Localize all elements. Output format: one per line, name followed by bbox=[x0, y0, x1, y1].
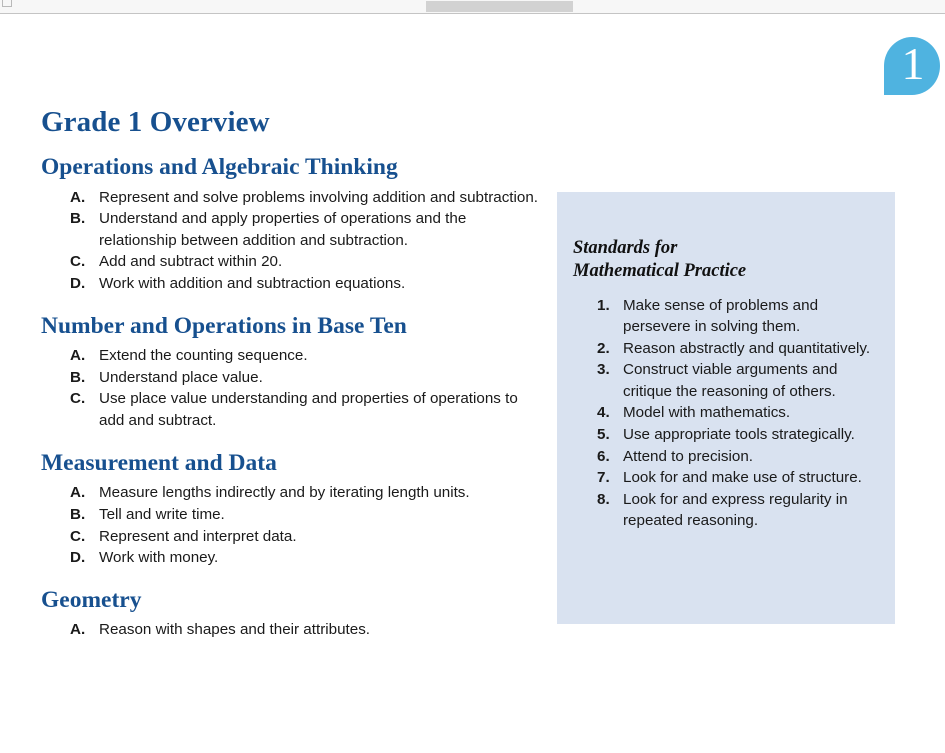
section-measurement-and-data bbox=[41, 450, 541, 569]
list-item-marker: A. bbox=[70, 188, 86, 206]
section-heading: Geometry bbox=[41, 586, 142, 613]
list-item bbox=[557, 446, 895, 468]
list-item-marker: 8. bbox=[597, 490, 610, 508]
section-item-list bbox=[41, 482, 541, 568]
list-item-text: Understand place value. bbox=[99, 368, 263, 386]
horizontal-scrollbar[interactable] bbox=[0, 0, 945, 14]
document-page bbox=[0, 14, 945, 753]
list-item bbox=[557, 467, 895, 489]
sidebar-heading-line-2: Mathematical Practice bbox=[573, 261, 747, 282]
list-item-text: Make sense of problems and persevere in solving them. bbox=[623, 296, 819, 336]
list-item-text: Reason with shapes and their attributes. bbox=[99, 621, 371, 639]
list-item bbox=[557, 295, 895, 338]
standards-for-mathematical-practice-box bbox=[557, 192, 895, 624]
list-item-marker: 2. bbox=[597, 339, 610, 357]
list-item bbox=[41, 482, 541, 504]
list-item-text: Measure lengths indirectly and by iterating length units. bbox=[99, 484, 470, 502]
list-item-marker: C. bbox=[70, 527, 86, 545]
list-item-text: Construct viable arguments and critique the reasoning of others. bbox=[623, 361, 838, 400]
list-item bbox=[41, 345, 541, 367]
list-item bbox=[557, 402, 895, 424]
list-item bbox=[41, 273, 541, 295]
section-number-and-operations-in-base-ten bbox=[41, 313, 541, 432]
list-item-marker: C. bbox=[70, 390, 86, 408]
section-heading: Number and Operations in Base Ten bbox=[41, 312, 407, 339]
list-item bbox=[41, 388, 541, 431]
section-item-list bbox=[41, 619, 541, 641]
list-item-marker: A. bbox=[70, 347, 86, 365]
horizontal-scrollbar-thumb[interactable] bbox=[426, 1, 573, 12]
list-item-marker: B. bbox=[70, 505, 86, 523]
list-item-text: Attend to precision. bbox=[623, 447, 754, 465]
list-item-marker: B. bbox=[70, 210, 86, 228]
sidebar-heading-line-1: Standards for bbox=[573, 238, 678, 258]
list-item-marker: C. bbox=[70, 253, 86, 271]
list-item-text: Understand and apply properties of operations and the relationship between addition and subtraction. bbox=[99, 210, 467, 249]
list-item-text: Reason abstractly and quantitatively. bbox=[623, 339, 871, 357]
list-item-marker: 3. bbox=[597, 361, 610, 379]
list-item bbox=[41, 251, 541, 273]
list-item-text: Work with addition and subtraction equations. bbox=[99, 275, 406, 293]
scrollbar-corner-artifact bbox=[2, 0, 12, 7]
section-operations-and-algebraic-thinking bbox=[41, 154, 541, 295]
list-item-text: Model with mathematics. bbox=[623, 404, 791, 422]
list-item-marker: 7. bbox=[597, 469, 610, 487]
sidebar-item-list bbox=[557, 295, 895, 532]
list-item bbox=[557, 359, 895, 402]
section-geometry bbox=[41, 587, 541, 641]
list-item-marker: 4. bbox=[597, 404, 610, 422]
list-item-text: Add and subtract within 20. bbox=[99, 253, 283, 271]
list-item-marker: A. bbox=[70, 621, 86, 639]
list-item-text: Look for and express regularity in repeated reasoning. bbox=[623, 490, 848, 530]
list-item-marker: D. bbox=[70, 549, 86, 567]
list-item bbox=[41, 504, 541, 526]
list-item bbox=[557, 424, 895, 446]
list-item-text: Look for and make use of structure. bbox=[623, 469, 862, 487]
list-item bbox=[557, 338, 895, 360]
list-item-marker: 5. bbox=[597, 426, 610, 444]
list-item-marker: D. bbox=[70, 275, 86, 293]
list-item bbox=[41, 367, 541, 389]
content-column bbox=[41, 154, 541, 643]
list-item-text: Use appropriate tools strategically. bbox=[623, 426, 855, 444]
list-item bbox=[41, 619, 541, 641]
list-item bbox=[41, 547, 541, 569]
page-number-badge bbox=[884, 37, 940, 95]
list-item bbox=[41, 187, 541, 209]
list-item-text: Tell and write time. bbox=[99, 505, 225, 523]
page-number-label: 1 bbox=[901, 38, 925, 89]
section-heading: Measurement and Data bbox=[41, 449, 277, 476]
list-item-text: Represent and solve problems involving addition and subtraction. bbox=[99, 188, 539, 206]
list-item-text: Represent and interpret data. bbox=[99, 527, 297, 545]
list-item-text: Extend the counting sequence. bbox=[99, 347, 308, 365]
section-item-list bbox=[41, 345, 541, 431]
list-item-marker: B. bbox=[70, 368, 86, 386]
section-item-list bbox=[41, 187, 541, 295]
list-item bbox=[557, 489, 895, 532]
list-item bbox=[41, 526, 541, 548]
list-item-marker: A. bbox=[70, 484, 86, 502]
list-item-marker: 1. bbox=[597, 296, 610, 314]
list-item bbox=[41, 208, 541, 251]
page-title: Grade 1 Overview bbox=[41, 106, 270, 138]
list-item-text: Work with money. bbox=[99, 549, 219, 567]
sidebar-heading bbox=[573, 237, 895, 284]
list-item-marker: 6. bbox=[597, 447, 610, 465]
list-item-text: Use place value understanding and properties of operations to add and subtract. bbox=[99, 390, 518, 430]
section-heading: Operations and Algebraic Thinking bbox=[41, 154, 398, 180]
